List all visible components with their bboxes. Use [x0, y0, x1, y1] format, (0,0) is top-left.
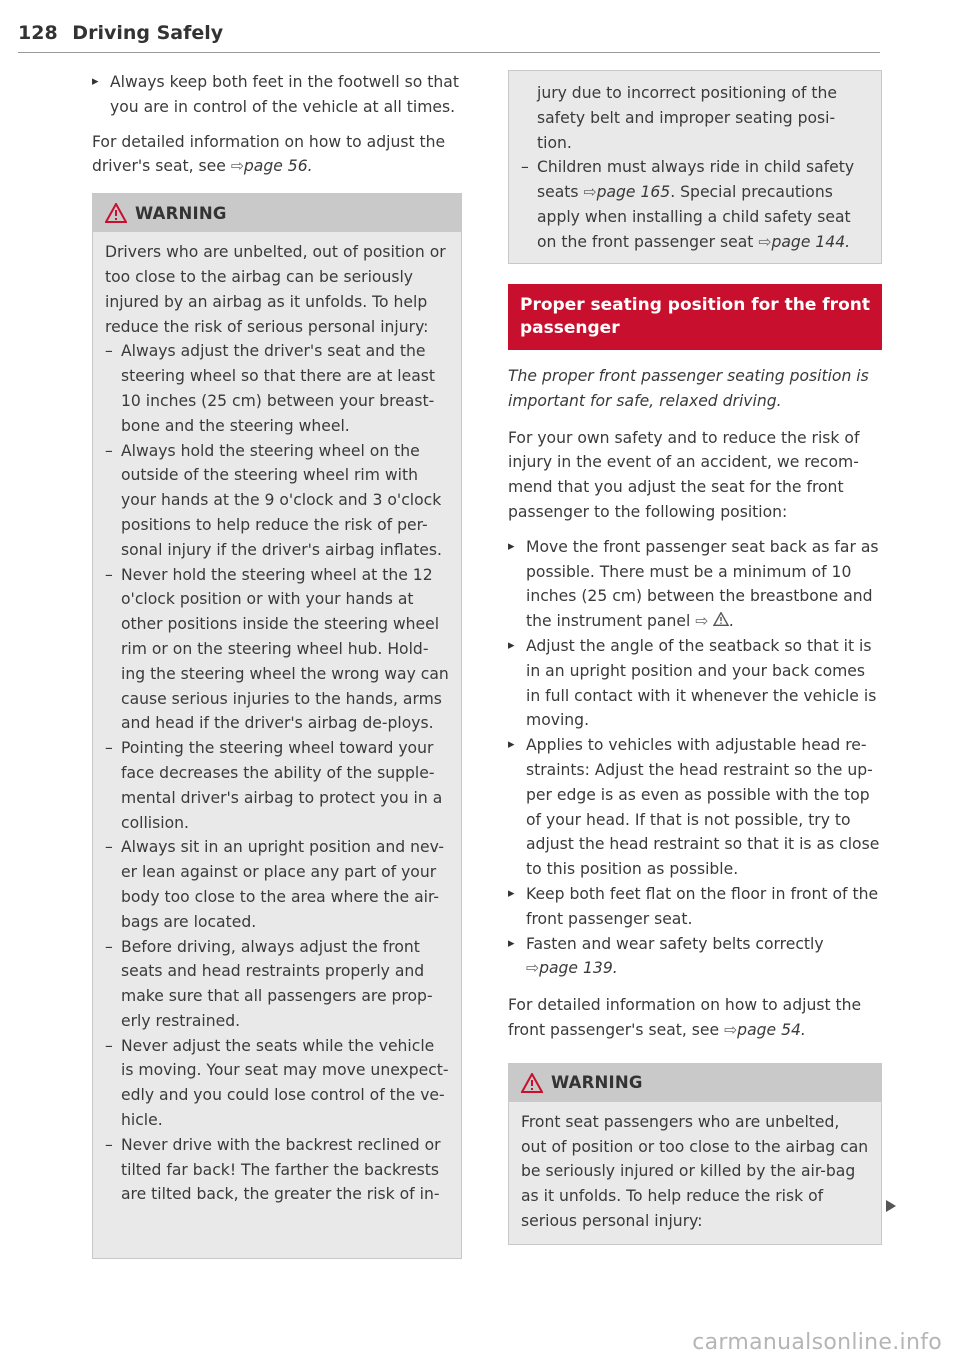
warning-body	[93, 232, 461, 1217]
warning-intro: Drivers who are unbelted, out of position or too close to the airbag can be seriously injured by an airbag as it unfolds. To help reduce the risk of serious personal injury:	[105, 243, 446, 336]
continued-arrow-icon	[886, 1200, 896, 1212]
page-ref-text: page 56.	[243, 157, 313, 176]
continued-item-mid: . Special precautions apply when installing a child safety seat on the front passenger seat	[537, 183, 851, 251]
detail-text: For detailed information on how to adjust the front passenger's seat, see	[508, 996, 862, 1039]
page-ref-text: page 144.	[771, 232, 851, 251]
page-ref-link[interactable]: ⇨page 56.	[230, 157, 313, 176]
page-header	[18, 22, 223, 44]
left-column	[92, 70, 462, 1259]
bullet-text: Move the front passenger seat back as far as possible. There must be a minimum of 10 inches (25 cm) between the breastbone and the instrument panel	[526, 537, 879, 631]
bullet-text: Fasten and wear safety belts correctly	[526, 934, 824, 953]
warning-body	[509, 1102, 881, 1244]
detail-text: For detailed information on how to adjust the driver's seat, see	[92, 132, 446, 176]
header-divider	[18, 52, 880, 53]
watermark: carmanualsonline.info	[692, 1330, 942, 1355]
position-bullets	[508, 535, 882, 981]
page-ref-text: page 165	[596, 183, 671, 202]
warning-text: Front seat passengers who are unbelted, out of position or too close to the airbag can be seriously injured or killed by the air-bag as it unfolds. To help reduce the risk of serious personal injury:	[521, 1112, 869, 1230]
section-lead: The proper front passenger seating position is important for safe, relaxed driving.	[508, 366, 869, 410]
warning-triangle-icon	[105, 203, 127, 223]
section-title: Driving Safely	[72, 22, 224, 44]
warning-item: – Pointing the steering wheel toward your face decreases the ability of the supple-mental driver's airbag to protect you in a collision.	[105, 736, 449, 835]
list-item	[508, 932, 882, 982]
list-item: ▸ Adjust the angle of the seatback so that it is in an upright position and your back comes in full contact with it whenever the vehicle is moving.	[508, 634, 882, 733]
warning-item: – Always hold the steering wheel on the outside of the steering wheel rim with your hands at the 9 o'clock and 3 o'clock positions to help reduce the risk of per-sonal injury if the driver's airbag inflates.	[105, 439, 449, 563]
list-item	[508, 535, 882, 634]
warning-box	[508, 1063, 882, 1245]
continued-item	[521, 155, 869, 254]
warning-title: WARNING	[135, 203, 227, 223]
warning-item: – Before driving, always adjust the front seats and head restraints properly and make sure that all passengers are prop-erly restrained.	[105, 935, 449, 1034]
warning-box	[92, 193, 462, 1259]
list-item: ▸ Keep both feet flat on the floor in front of the front passenger seat.	[508, 882, 882, 932]
detail-paragraph	[508, 993, 882, 1043]
page-number: 128	[18, 22, 58, 44]
section-heading: Proper seating position for the front passenger	[508, 284, 882, 350]
warning-header	[93, 194, 461, 232]
continued-item-text: Children must always ride in child safety seats	[537, 158, 855, 202]
detail-paragraph	[92, 130, 462, 180]
warning-item: – Never hold the steering wheel at the 12 o'clock position or with your hands at other positions inside the steering wheel rim or on the steering wheel hub. Hold-ing the steering wheel the wrong way can cause serious injuries to the hands, arms and head if the driver's airbag de-ploys.	[105, 563, 449, 737]
page-ref-link[interactable]: ⇨page 144.	[758, 232, 851, 251]
section-intro: For your own safety and to reduce the risk of injury in the event of an accident, we recom-mend that you adjust the seat for the front passenger to the following position:	[508, 428, 860, 521]
page-ref-link[interactable]: ⇨page 139.	[526, 959, 618, 978]
list-item: ▸ Applies to vehicles with adjustable head re-straints: Adjust the head restraint so the up-per edge is as even as possible with the top of your head. If that is not possible, try to adjust the head restraint so that it is as close to this position as possible.	[508, 733, 882, 882]
warning-continued-box	[508, 70, 882, 264]
warning-ref-link[interactable]: ⇨ .	[695, 612, 735, 631]
warning-item: – Never adjust the seats while the vehicle is moving. Your seat may move unexpect-edly and you could lose control of the ve-hicle.	[105, 1034, 449, 1133]
warning-triangle-icon	[713, 612, 729, 626]
page-ref-link[interactable]: ⇨page 54.	[724, 1020, 806, 1039]
intro-bullet: ▸ Always keep both feet in the footwell so that you are in control of the vehicle at all times.	[92, 70, 462, 120]
warning-title: WARNING	[551, 1073, 643, 1093]
warning-item: – Always sit in an upright position and nev-er lean against or place any part of your body too close to the area where the air-bags are located.	[105, 835, 449, 934]
page-ref-text: page 139.	[539, 959, 618, 978]
right-column	[508, 70, 882, 1245]
continued-text: jury due to incorrect positioning of the safety belt and improper seating posi-tion.	[537, 84, 837, 152]
warning-item: – Never drive with the backrest reclined or tilted far back! The farther the backrests are tilted back, the greater the risk of in-	[105, 1133, 449, 1207]
warning-item: – Always adjust the driver's seat and the steering wheel so that there are at least 10 inches (25 cm) between your breast-bone and the steering wheel.	[105, 339, 449, 438]
page-ref-link[interactable]: ⇨page 165	[583, 183, 671, 202]
page-ref-text: page 54.	[737, 1020, 806, 1039]
warning-header	[509, 1064, 881, 1102]
warning-triangle-icon	[521, 1073, 543, 1093]
